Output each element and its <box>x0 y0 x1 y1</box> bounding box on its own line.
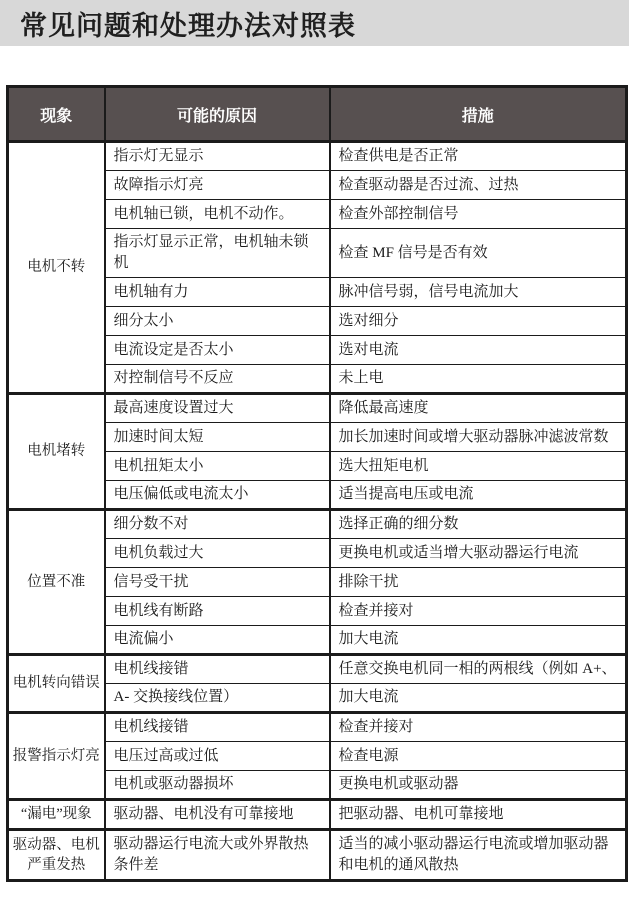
measure-cell: 更换电机或驱动器 <box>330 771 627 800</box>
measure-cell: 检查供电是否正常 <box>330 142 627 171</box>
cause-cell: 电机扭矩太小 <box>105 452 330 481</box>
table-row <box>8 713 627 742</box>
measure-cell: 检查外部控制信号 <box>330 200 627 229</box>
col-header-cause: 可能的原因 <box>105 87 330 142</box>
measure-cell: 脉冲信号弱，信号电流加大 <box>330 278 627 307</box>
measure-cell: 排除干扰 <box>330 568 627 597</box>
cause-cell: 对控制信号不反应 <box>105 365 330 394</box>
cause-cell: 电机线有断路 <box>105 597 330 626</box>
measure-cell: 检查并接对 <box>330 597 627 626</box>
table-row <box>8 510 627 539</box>
cause-cell: 细分太小 <box>105 307 330 336</box>
header-row <box>8 87 627 142</box>
phenomenon-cell: 电机不转 <box>8 142 105 394</box>
cause-cell: 电机或驱动器损坏 <box>105 771 330 800</box>
measure-cell: 选大扭矩电机 <box>330 452 627 481</box>
table-header <box>8 87 627 142</box>
cause-cell: 电压过高或过低 <box>105 742 330 771</box>
title-bar <box>0 0 629 46</box>
measure-cell: 选对细分 <box>330 307 627 336</box>
table-row <box>8 142 627 171</box>
cause-cell: 细分数不对 <box>105 510 330 539</box>
table-row <box>8 800 627 830</box>
measure-cell: 选对电流 <box>330 336 627 365</box>
cause-cell: 电流设定是否太小 <box>105 336 330 365</box>
phenomenon-cell: 报警指示灯亮 <box>8 713 105 800</box>
cause-cell: 驱动器运行电流大或外界散热条件差 <box>105 830 330 881</box>
measure-cell: 降低最高速度 <box>330 394 627 423</box>
table-row <box>8 830 627 881</box>
measure-cell: 适当提高电压或电流 <box>330 481 627 510</box>
cause-cell: 指示灯显示正常，电机轴未锁机 <box>105 229 330 278</box>
measure-cell: 未上电 <box>330 365 627 394</box>
measure-cell: 检查驱动器是否过流、过热 <box>330 171 627 200</box>
cause-cell: 电机轴有力 <box>105 278 330 307</box>
cause-cell: 最高速度设置过大 <box>105 394 330 423</box>
measure-cell: 适当的减小驱动器运行电流或增加驱动器和电机的通风散热 <box>330 830 627 881</box>
cause-cell: 电流偏小 <box>105 626 330 655</box>
cause-cell: 加速时间太短 <box>105 423 330 452</box>
measure-cell: 加长加速时间或增大驱动器脉冲滤波常数 <box>330 423 627 452</box>
page-title: 常见问题和处理办法对照表 <box>20 10 356 41</box>
cause-cell: 信号受干扰 <box>105 568 330 597</box>
cause-cell: 电机线接错 <box>105 713 330 742</box>
cause-cell: 电机线接错 <box>105 655 330 684</box>
cause-cell: 驱动器、电机没有可靠接地 <box>105 800 330 830</box>
table-body <box>8 142 627 881</box>
measure-cell: 检查并接对 <box>330 713 627 742</box>
table-row <box>8 655 627 684</box>
cause-cell: 指示灯无显示 <box>105 142 330 171</box>
measure-cell: 检查电源 <box>330 742 627 771</box>
cause-cell: 电机轴已锁，电机不动作。 <box>105 200 330 229</box>
phenomenon-cell: 电机转向错误 <box>8 655 105 713</box>
measure-cell: 加大电流 <box>330 684 627 713</box>
troubleshooting-table <box>6 85 628 882</box>
table-row <box>8 394 627 423</box>
cause-cell: 电压偏低或电流太小 <box>105 481 330 510</box>
col-header-phenomenon: 现象 <box>8 87 105 142</box>
cause-cell: 故障指示灯亮 <box>105 171 330 200</box>
measure-cell: 更换电机或适当增大驱动器运行电流 <box>330 539 627 568</box>
measure-cell: 把驱动器、电机可靠接地 <box>330 800 627 830</box>
phenomenon-cell: 驱动器、电机严重发热 <box>8 830 105 881</box>
phenomenon-cell: “漏电”现象 <box>8 800 105 830</box>
col-header-measure: 措施 <box>330 87 627 142</box>
phenomenon-cell: 位置不准 <box>8 510 105 655</box>
measure-cell: 任意交换电机同一相的两根线（例如 A+、 <box>330 655 627 684</box>
measure-cell: 加大电流 <box>330 626 627 655</box>
measure-cell: 选择正确的细分数 <box>330 510 627 539</box>
cause-cell: 电机负载过大 <box>105 539 330 568</box>
cause-cell: A- 交换接线位置） <box>105 684 330 713</box>
measure-cell: 检查 MF 信号是否有效 <box>330 229 627 278</box>
phenomenon-cell: 电机堵转 <box>8 394 105 510</box>
